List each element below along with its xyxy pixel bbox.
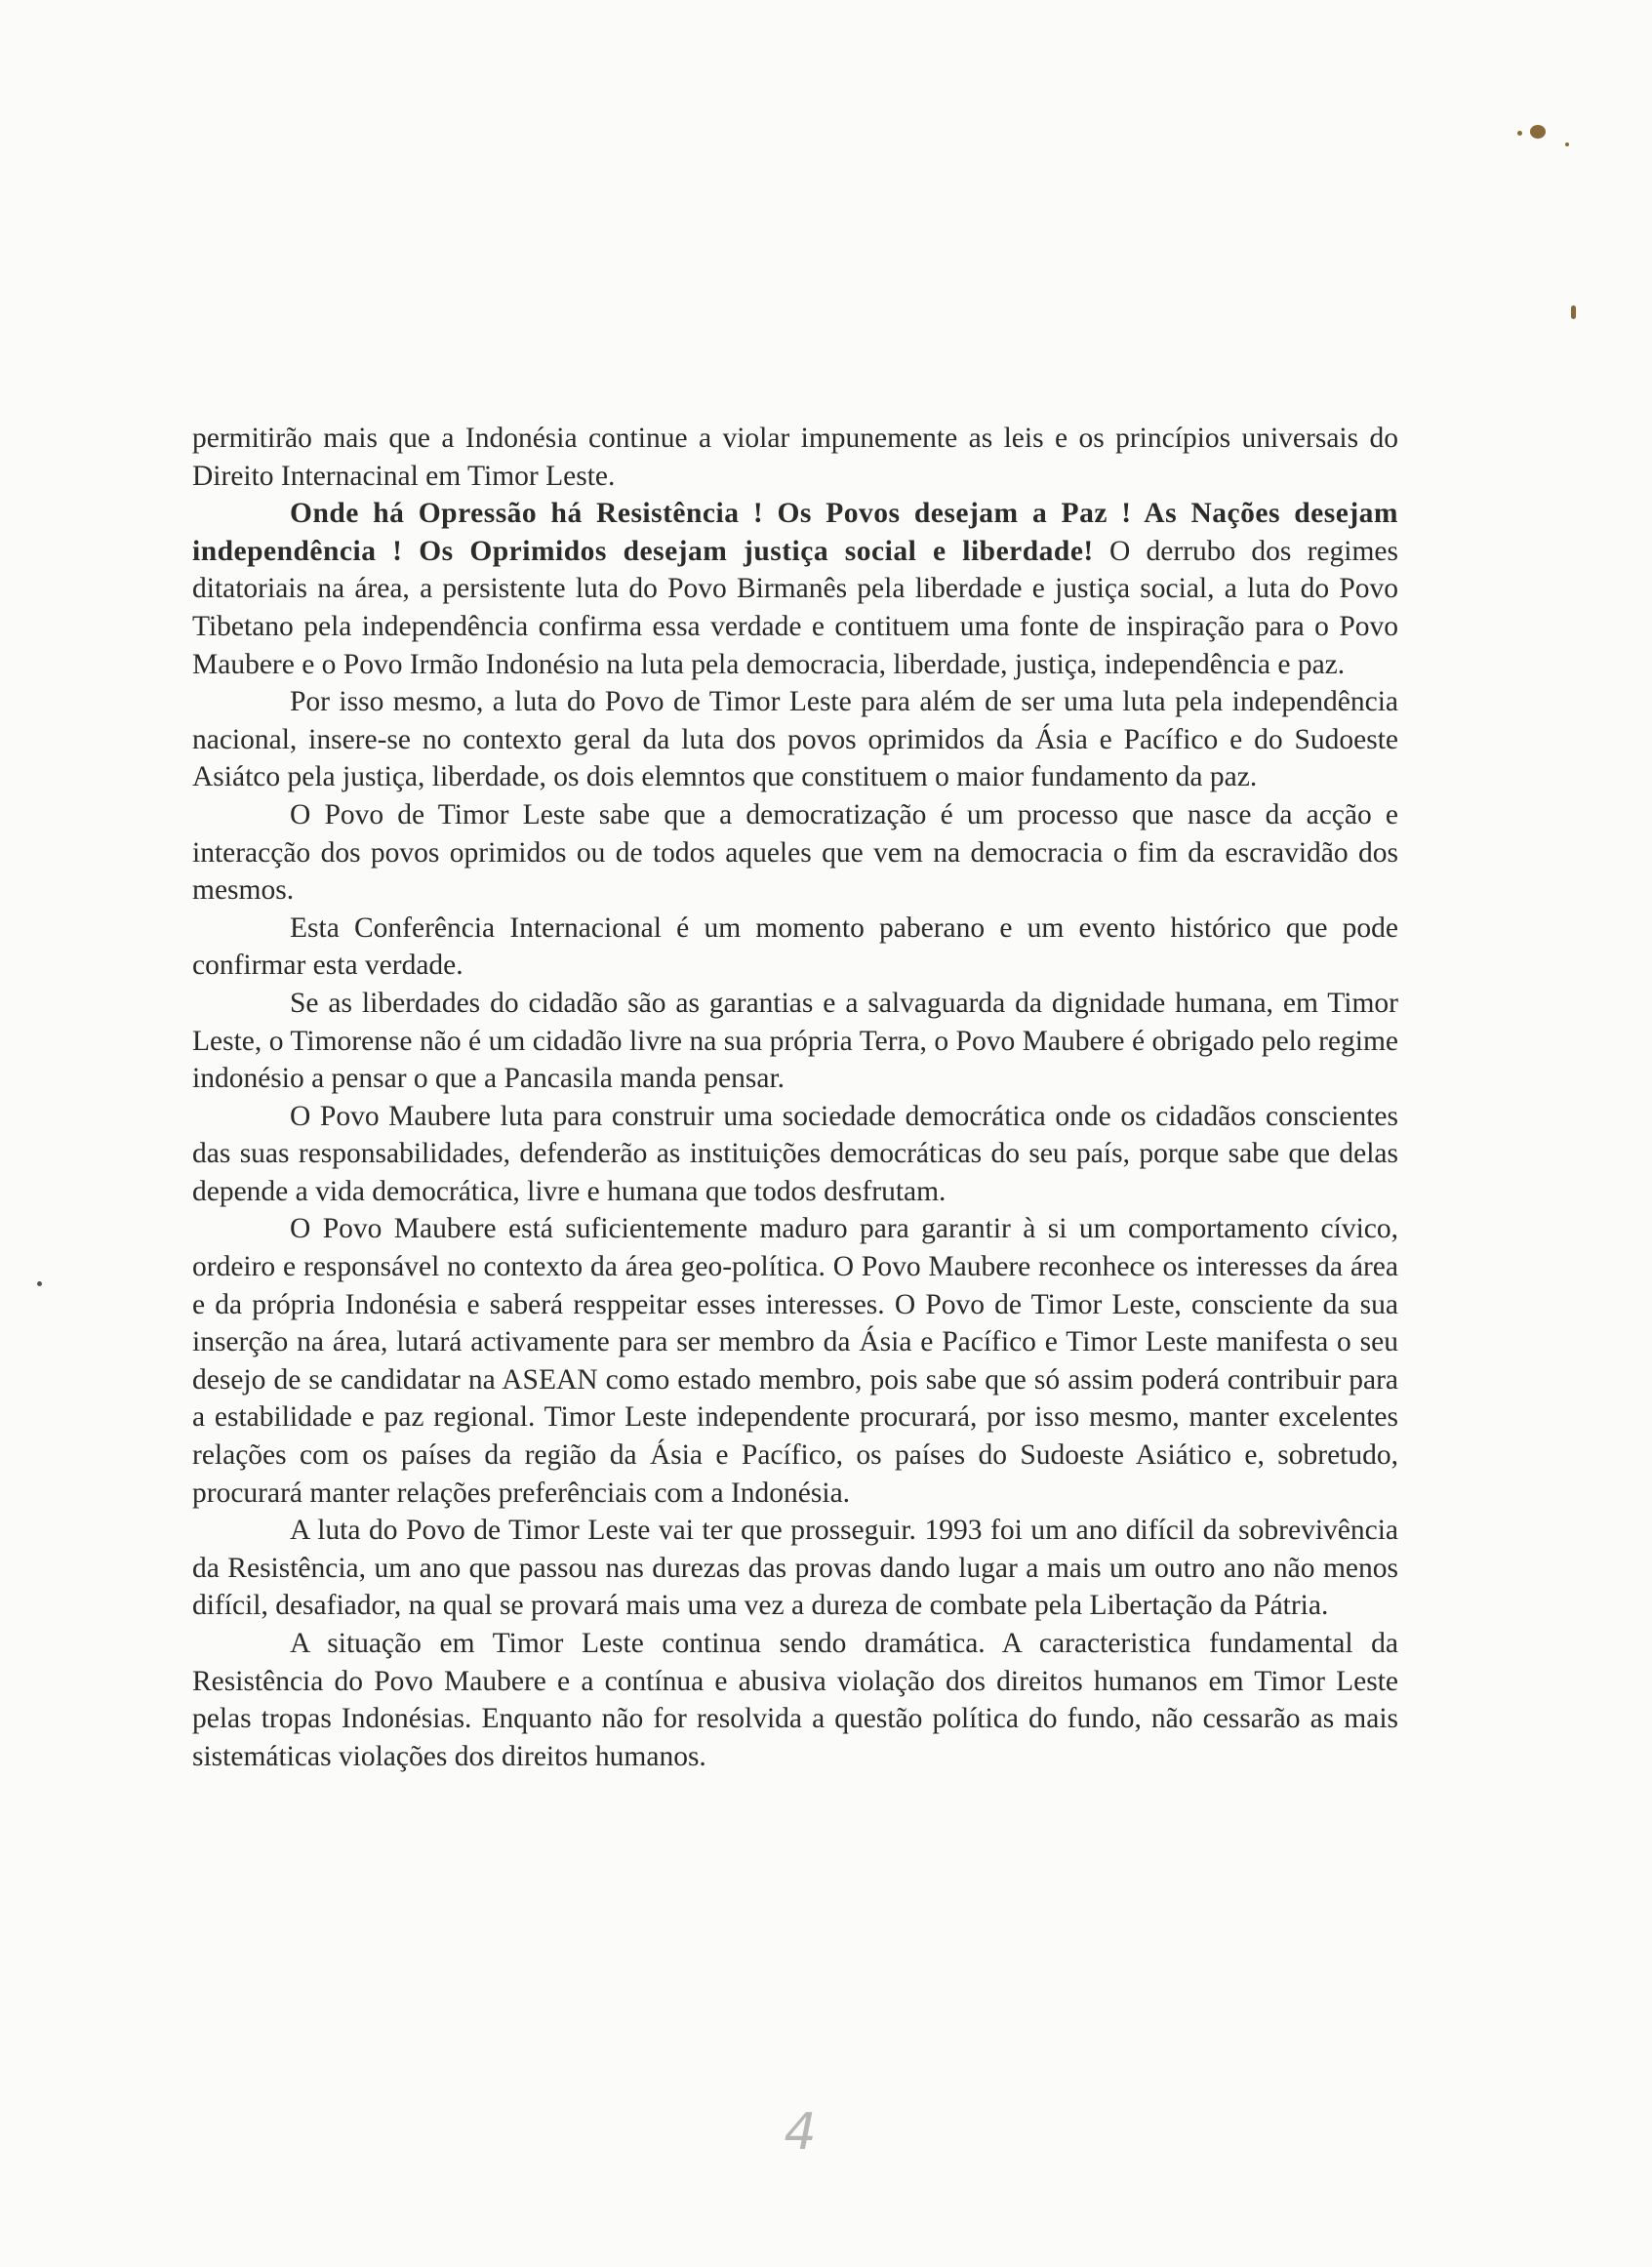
paragraph-bold: Onde há Opressão há Resistência ! Os Povos desejam a Paz ! As Nações desejam independência ! Os Oprimidos desejam justiça social e liberdade! xyxy=(192,498,1398,567)
paragraph-text: O Povo Maubere está suficientemente maduro para garantir à si um comportamento cívico, ordeiro e responsável no contexto da área geo-política. O Povo Maubere reconhece os interesses da área e da própria Indonésia e saberá resppeitar esses interesses. O Povo de Timor Leste, consciente da sua inserção na área, lutará activamente para ser membro da Ásia e Pacífico e Timor Leste manifesta o seu desejo de se candidatar na ASEAN como estado membro, pois sabe que só assim poderá contribuir para a estabilidade e paz regional. Timor Leste independente procurará, por isso mesmo, manter excelentes relações com os países da região da Ásia e Pacífico, os países do Sudoeste Asiático e, sobretudo, procurará manter relações preferênciais com a Indonésia. xyxy=(192,1213,1398,1509)
paragraph-text: O derrubo dos regimes ditatoriais na área, a persistente luta do Povo Birmanês pela liberdade e justiça social, a luta do Povo Tibetano pela independência confirma essa verdade e contituem uma fonte de inspiração para o Povo Maubere e o Povo Irmão Indonésio na luta pela democracia, liberdade, justiça, independência e paz. xyxy=(192,535,1398,680)
paragraph-text: Por isso mesmo, a luta do Povo de Timor Leste para além de ser uma luta pela independência nacional, insere-se no contexto geral da luta dos povos oprimidos da Ásia e Pacífico e do Sudoeste Asiátco pela justiça, liberdade, os dois elemntos que constituem o maior fundamento da paz. xyxy=(192,686,1398,793)
paragraph-text: Esta Conferência Internacional é um momento paberano e um evento histórico que pode confirmar esta verdade. xyxy=(192,911,1398,982)
paper-speck xyxy=(1517,131,1522,136)
paragraph xyxy=(192,495,1398,683)
paper-speck xyxy=(1571,305,1576,319)
paragraph xyxy=(192,1625,1398,1775)
paragraph-text: O Povo de Timor Leste sabe que a democratização é um processo que nasce da acção e interacção dos povos oprimidos ou de todos aqueles que vem na democracia o fim da escravidão dos mesmos. xyxy=(192,798,1398,907)
paragraph-text: A situação em Timor Leste continua sendo dramática. A caracteristica fundamental da Resistência do Povo Maubere e a contínua e abusiva violação dos direitos humanos em Timor Leste pelas tropas Indonésias. Enquanto não for resolvida a questão política do fundo, não cessarão as mais sistemáticas violações dos direitos humanos. xyxy=(192,1628,1398,1772)
paragraph-text: A luta do Povo de Timor Leste vai ter que prosseguir. 1993 foi um ano difícil da sobrevivência da Resistência, um ano que passou nas durezas das provas dando lugar a mais um outro ano não menos difícil, desafiador, na qual se provará mais uma vez a dureza de combate pela Libertação da Pátria. xyxy=(192,1515,1398,1622)
paper-speck xyxy=(1530,125,1546,139)
paragraph xyxy=(192,420,1398,495)
paragraph xyxy=(192,1512,1398,1625)
paragraph xyxy=(192,1210,1398,1512)
paragraph xyxy=(192,683,1398,796)
paragraph xyxy=(192,910,1398,985)
paragraph xyxy=(192,1098,1398,1211)
page-number: 4 xyxy=(784,2103,817,2162)
paper-speck xyxy=(1565,142,1569,146)
document-body xyxy=(192,420,1398,1775)
paragraph-text: permitirão mais que a Indonésia continue a violar impunemente as leis e os princípios universais do Direito Internacinal em Timor Leste. xyxy=(192,423,1398,492)
paper-speck xyxy=(37,1281,42,1286)
paragraph-text: Se as liberdades do cidadão são as garantias e a salvaguarda da dignidade humana, em Timor Leste, o Timorense não é um cidadão livre na sua própria Terra, o Povo Maubere é obrigado pelo regime indonésio a pensar o que a Pancasila manda pensar. xyxy=(192,987,1398,1095)
paragraph xyxy=(192,796,1398,910)
paragraph-text: O Povo Maubere luta para construir uma sociedade democrática onde os cidadãos conscientes das suas responsabilidades, defenderão as instituições democráticas do seu país, porque sabe que delas depende a vida democrática, livre e humana que todos desfrutam. xyxy=(192,1100,1398,1207)
paragraph xyxy=(192,985,1398,1098)
